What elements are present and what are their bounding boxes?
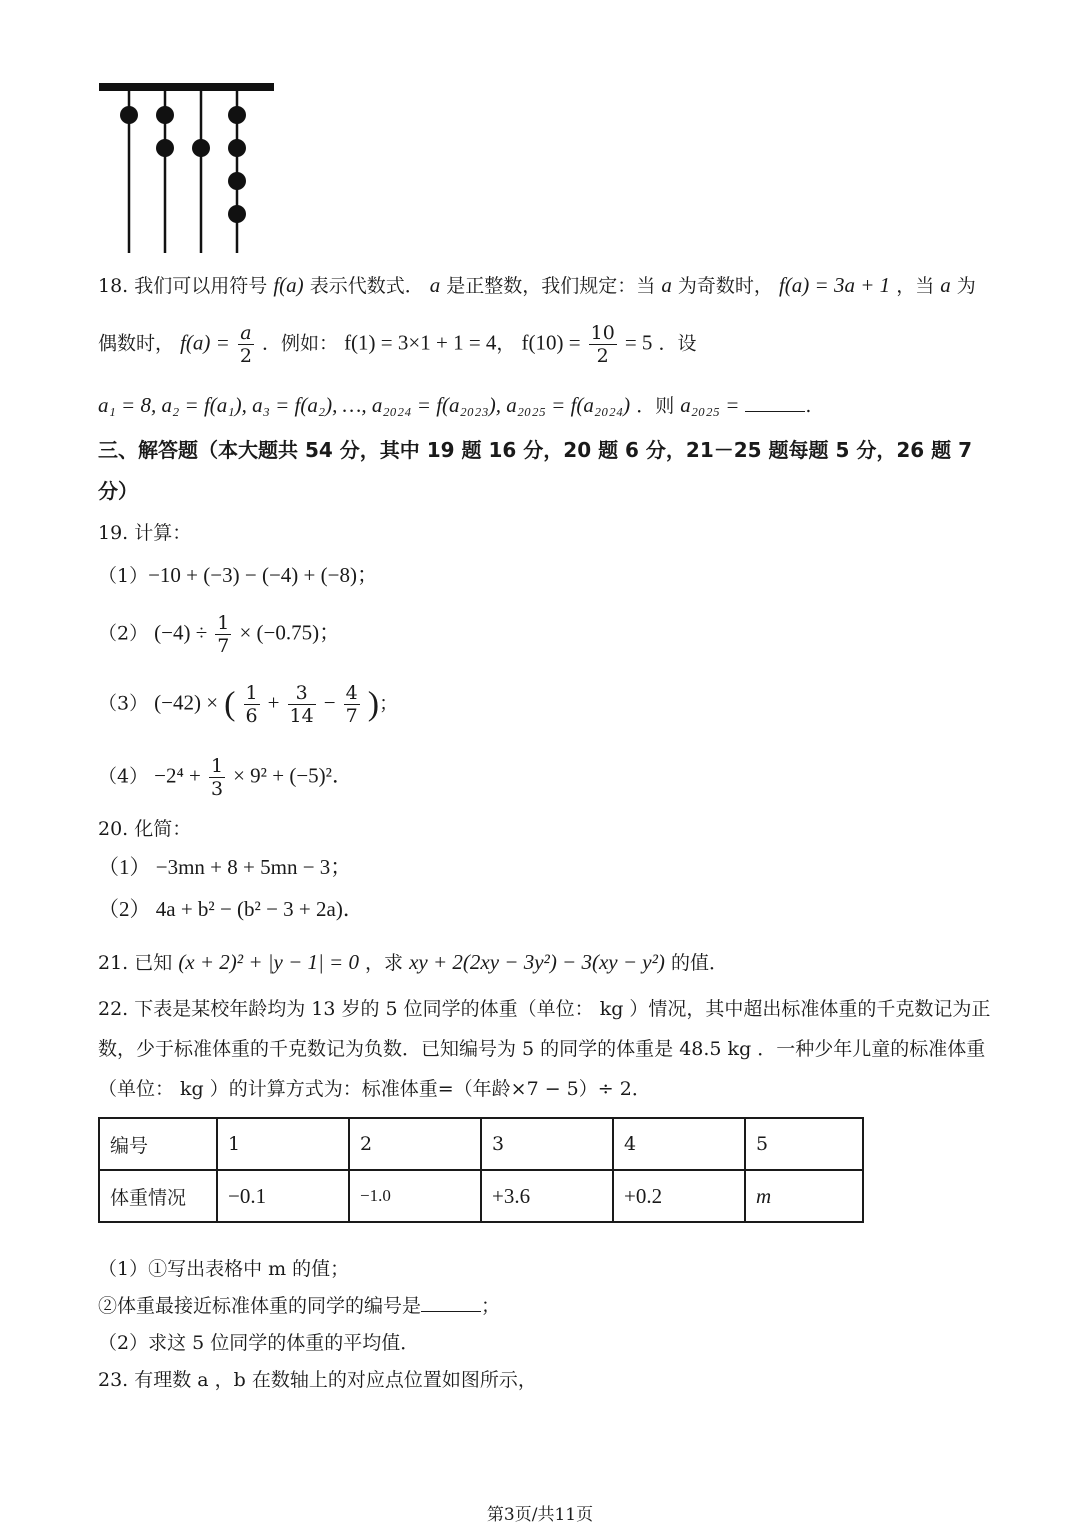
bead bbox=[228, 139, 246, 157]
table-cell: m bbox=[745, 1170, 863, 1222]
q19-part4: （4） −2⁴ + $\frac{1}{3}$ × 9² + (−5)²． bbox=[98, 755, 353, 800]
table-cell: 2 bbox=[349, 1118, 481, 1170]
q20-part2: （2） 4a + b² − (b² − 3 + 2a)． bbox=[98, 897, 364, 921]
table-row bbox=[99, 1170, 863, 1222]
abacus-figure bbox=[95, 78, 280, 258]
q18-line1: 18. 我们可以用符号 f(a) 表示代数式． a 是正整数，我们规定：当 a 为奇数时， f(a) = 3a + 1 ，当 a 为 bbox=[98, 273, 976, 297]
q20-title: 20. 化简： bbox=[98, 818, 192, 840]
table-cell: 4 bbox=[613, 1118, 745, 1170]
table-row bbox=[99, 1118, 863, 1170]
q22-sub1: （1）①写出表格中 m 的值； bbox=[98, 1258, 350, 1280]
q20-part1: （1） −3mn + 8 + 5mn − 3； bbox=[98, 855, 352, 879]
q19-title: 19. 计算： bbox=[98, 522, 192, 544]
table-cell: 编号 bbox=[99, 1118, 217, 1170]
q18-line2: 偶数时， f(a) = $\frac{a}{2}$ ．例如： f(1) = 3×1 + 1 = 4， f(10) = $\frac{10}{2}$ = 5 ．设 bbox=[98, 322, 697, 367]
q19-part1: （1）−10 + (−3) − (−4) + (−8)； bbox=[98, 563, 378, 587]
q22-line3: （单位： kg ）的计算方式为：标准体重=（年龄×7 − 5）÷ 2． bbox=[98, 1078, 651, 1100]
bead bbox=[120, 106, 138, 124]
q22-sub2: ②体重最接近标准体重的同学的编号是 ； bbox=[98, 1295, 501, 1317]
table-cell: −0.1 bbox=[217, 1170, 349, 1222]
table-cell: 5 bbox=[745, 1118, 863, 1170]
q23: 23. 有理数 a ，b 在数轴上的对应点位置如图所示， bbox=[98, 1369, 537, 1391]
bead bbox=[156, 139, 174, 157]
q22-line1: 22. 下表是某校年龄均为 13 岁的 5 位同学的体重（单位： kg ）情况，其中超出标准体重的千克数记为正 bbox=[98, 998, 991, 1020]
q22-line2: 数，少于标准体重的千克数记为负数．已知编号为 5 的同学的体重是 48.5 kg ．一种少年儿童的标准体重 bbox=[98, 1038, 986, 1060]
q19-part3: （3） (−42) × ( $\frac{1}{6}$ + $\frac{3}{14}$ − $\frac{4}{7}$ )； bbox=[98, 682, 399, 727]
answer-blank bbox=[421, 1293, 481, 1312]
table-cell: +3.6 bbox=[481, 1170, 613, 1222]
answer-blank bbox=[745, 393, 805, 412]
bead bbox=[228, 205, 246, 223]
section-heading: 三、解答题（本大题共 54 分，其中 19 题 16 分，20 题 6 分，21－25 题每题 5 分，26 题 7 bbox=[98, 438, 973, 462]
table-cell: 1 bbox=[217, 1118, 349, 1170]
q18-line3: a₁ = 8, a₂ = f(a₁), a₃ = f(a₂), …, a₂₀₂₄ = f(a₂₀₂₃), a₂₀₂₅ = f(a₂₀₂₄) ．则 a₂₀₂₅ = . bbox=[98, 393, 812, 417]
bead bbox=[192, 139, 210, 157]
bead bbox=[156, 106, 174, 124]
weight-table bbox=[98, 1117, 864, 1223]
table-cell: 3 bbox=[481, 1118, 613, 1170]
table-cell: −1.0 bbox=[349, 1170, 481, 1222]
q22-sub3: （2）求这 5 位同学的体重的平均值． bbox=[98, 1332, 420, 1354]
section-heading-cont: 分） bbox=[98, 479, 138, 503]
bead bbox=[228, 172, 246, 190]
bead bbox=[228, 106, 246, 124]
page-footer: 第3页/共11页 bbox=[486, 1505, 594, 1525]
q19-part2: （2） (−4) ÷ $\frac{1}{7}$ × (−0.75)； bbox=[98, 612, 341, 657]
table-cell: 体重情况 bbox=[99, 1170, 217, 1222]
q21: 21. 已知 (x + 2)² + |y − 1| = 0 ，求 xy + 2(2xy − 3y²) − 3(xy − y²) 的值． bbox=[98, 950, 728, 974]
table-cell: +0.2 bbox=[613, 1170, 745, 1222]
